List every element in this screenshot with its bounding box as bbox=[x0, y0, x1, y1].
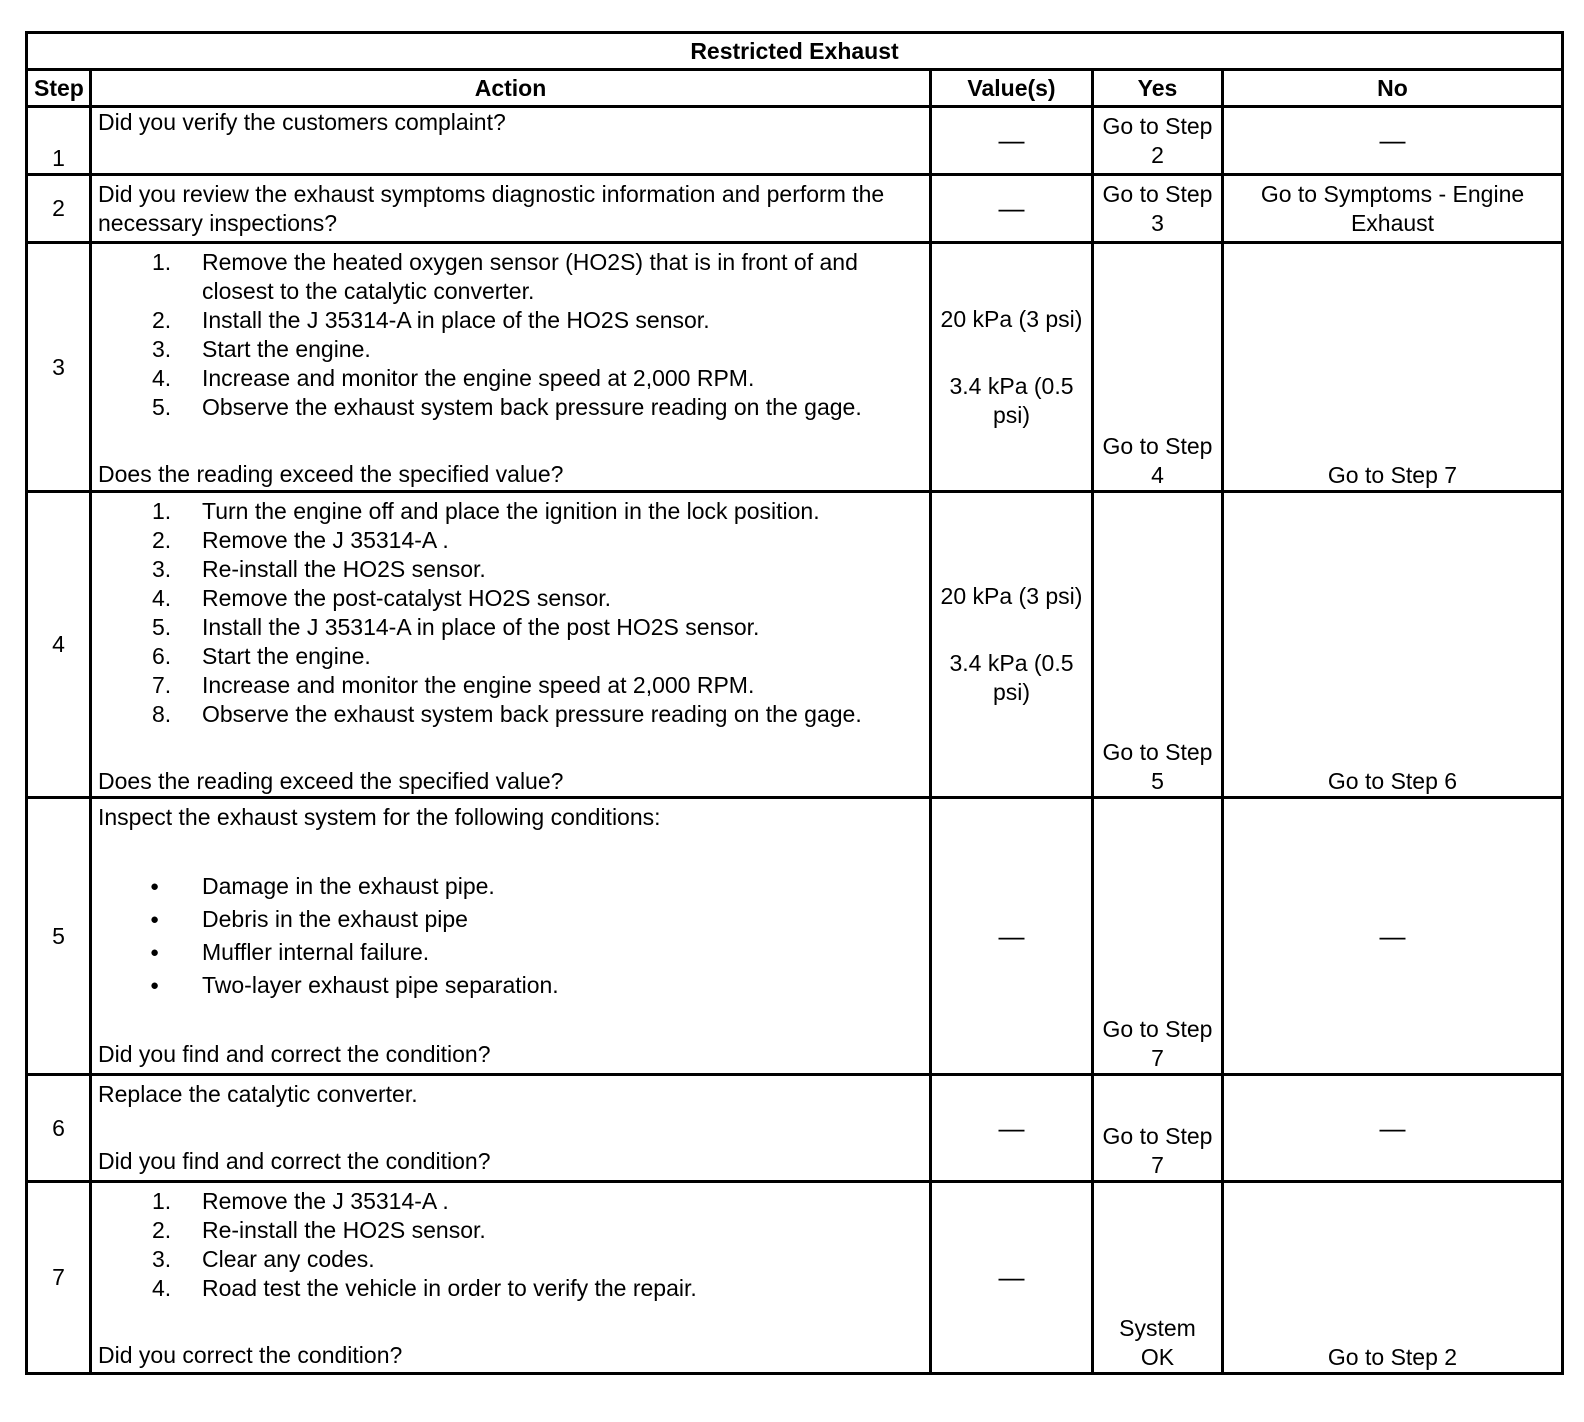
header-action: Action bbox=[91, 70, 931, 107]
yes-result[interactable]: System OK bbox=[1093, 1182, 1223, 1374]
action-steps bbox=[98, 497, 923, 729]
value-cell: — bbox=[931, 1182, 1093, 1374]
table-row bbox=[27, 243, 1563, 492]
step-number: 1 bbox=[27, 107, 91, 175]
no-link[interactable]: Go to Symptoms - Engine Exhaust bbox=[1223, 175, 1563, 243]
action-question: Does the reading exceed the specified value? bbox=[98, 461, 564, 487]
action-cell bbox=[91, 1182, 931, 1374]
value-cell: — bbox=[931, 798, 1093, 1075]
value-cell bbox=[931, 243, 1093, 492]
no-link[interactable]: Go to Step 7 bbox=[1223, 243, 1563, 492]
value-cell: — bbox=[931, 107, 1093, 175]
table-row bbox=[27, 492, 1563, 798]
list-item: Turn the engine off and place the ignition in the lock position. bbox=[202, 498, 820, 524]
table-row bbox=[27, 107, 1563, 175]
yes-link[interactable]: Go to Step 3 bbox=[1093, 175, 1223, 243]
list-item: ● Two-layer exhaust pipe separation. bbox=[202, 969, 923, 1002]
value-secondary: 3.4 kPa (0.5 psi) bbox=[949, 372, 1074, 428]
list-item: ● Damage in the exhaust pipe. bbox=[202, 870, 923, 903]
value-secondary: 3.4 kPa (0.5 psi) bbox=[949, 650, 1074, 705]
value-cell bbox=[931, 492, 1093, 798]
list-item: ● Muffler internal failure. bbox=[202, 936, 923, 969]
action-intro: Inspect the exhaust system for the following conditions: bbox=[98, 804, 661, 830]
table-row bbox=[27, 175, 1563, 243]
yes-link[interactable]: Go to Step 2 bbox=[1093, 107, 1223, 175]
step-number: 6 bbox=[27, 1075, 91, 1182]
header-values: Value(s) bbox=[931, 70, 1093, 107]
list-item: Increase and monitor the engine speed at 2,000 RPM. bbox=[202, 365, 755, 391]
list-item: Install the J 35314-A in place of the post HO2S sensor. bbox=[202, 614, 760, 640]
action-cell bbox=[91, 798, 931, 1075]
header-no: No bbox=[1223, 70, 1563, 107]
list-item: Remove the heated oxygen sensor (HO2S) that is in front of and closest to the catalytic converter. bbox=[202, 249, 858, 304]
step-number: 5 bbox=[27, 798, 91, 1075]
table-title: Restricted Exhaust bbox=[27, 33, 1563, 70]
action-cell bbox=[91, 492, 931, 798]
no-cell: — bbox=[1223, 107, 1563, 175]
action-question: Did you correct the condition? bbox=[98, 1342, 403, 1368]
list-item: Clear any codes. bbox=[202, 1246, 375, 1272]
list-item: Increase and monitor the engine speed at 2,000 RPM. bbox=[202, 672, 755, 698]
list-item: Remove the J 35314-A . bbox=[202, 1188, 449, 1214]
action-intro: Replace the catalytic converter. bbox=[98, 1081, 418, 1107]
step-number: 7 bbox=[27, 1182, 91, 1374]
list-item: ● Debris in the exhaust pipe bbox=[202, 903, 923, 936]
action-text: Did you verify the customers complaint? bbox=[91, 107, 931, 175]
value-cell: — bbox=[931, 175, 1093, 243]
table-row bbox=[27, 1075, 1563, 1182]
diagnostic-table bbox=[25, 31, 1564, 1375]
list-item: Remove the J 35314-A . bbox=[202, 527, 449, 553]
list-item: Observe the exhaust system back pressure reading on the gage. bbox=[202, 394, 862, 420]
list-item: Re-install the HO2S sensor. bbox=[202, 1217, 486, 1243]
action-cell bbox=[91, 1075, 931, 1182]
yes-link[interactable]: Go to Step 7 bbox=[1093, 798, 1223, 1075]
no-cell: — bbox=[1223, 1075, 1563, 1182]
action-text: Did you review the exhaust symptoms diagnostic information and perform the necessary inspections? bbox=[91, 175, 931, 243]
action-steps bbox=[98, 1187, 923, 1303]
list-item: Install the J 35314-A in place of the HO2S sensor. bbox=[202, 307, 710, 333]
list-item: Remove the post-catalyst HO2S sensor. bbox=[202, 585, 612, 611]
list-item: Observe the exhaust system back pressure reading on the gage. bbox=[202, 701, 862, 727]
value-primary: 20 kPa (3 psi) bbox=[940, 305, 1083, 332]
action-question: Does the reading exceed the specified value? bbox=[98, 768, 564, 794]
step-number: 2 bbox=[27, 175, 91, 243]
list-item: Start the engine. bbox=[202, 643, 371, 669]
yes-link[interactable]: Go to Step 7 bbox=[1093, 1075, 1223, 1182]
no-link[interactable]: Go to Step 2 bbox=[1223, 1182, 1563, 1374]
value-cell: — bbox=[931, 1075, 1093, 1182]
action-question: Did you find and correct the condition? bbox=[98, 1041, 491, 1067]
list-item: Start the engine. bbox=[202, 336, 371, 362]
no-cell: — bbox=[1223, 798, 1563, 1075]
list-item: Re-install the HO2S sensor. bbox=[202, 556, 486, 582]
list-item: Road test the vehicle in order to verify the repair. bbox=[202, 1275, 697, 1301]
step-number: 4 bbox=[27, 492, 91, 798]
table-row bbox=[27, 798, 1563, 1075]
header-yes: Yes bbox=[1093, 70, 1223, 107]
action-steps bbox=[98, 248, 923, 422]
value-primary: 20 kPa (3 psi) bbox=[940, 583, 1083, 609]
condition-list bbox=[98, 870, 923, 1002]
yes-link[interactable]: Go to Step 4 bbox=[1093, 243, 1223, 492]
table-row bbox=[27, 1182, 1563, 1374]
no-link[interactable]: Go to Step 6 bbox=[1223, 492, 1563, 798]
yes-link[interactable]: Go to Step 5 bbox=[1093, 492, 1223, 798]
step-number: 3 bbox=[27, 243, 91, 492]
action-cell bbox=[91, 243, 931, 492]
header-step: Step bbox=[27, 70, 91, 107]
action-question: Did you find and correct the condition? bbox=[98, 1148, 491, 1174]
